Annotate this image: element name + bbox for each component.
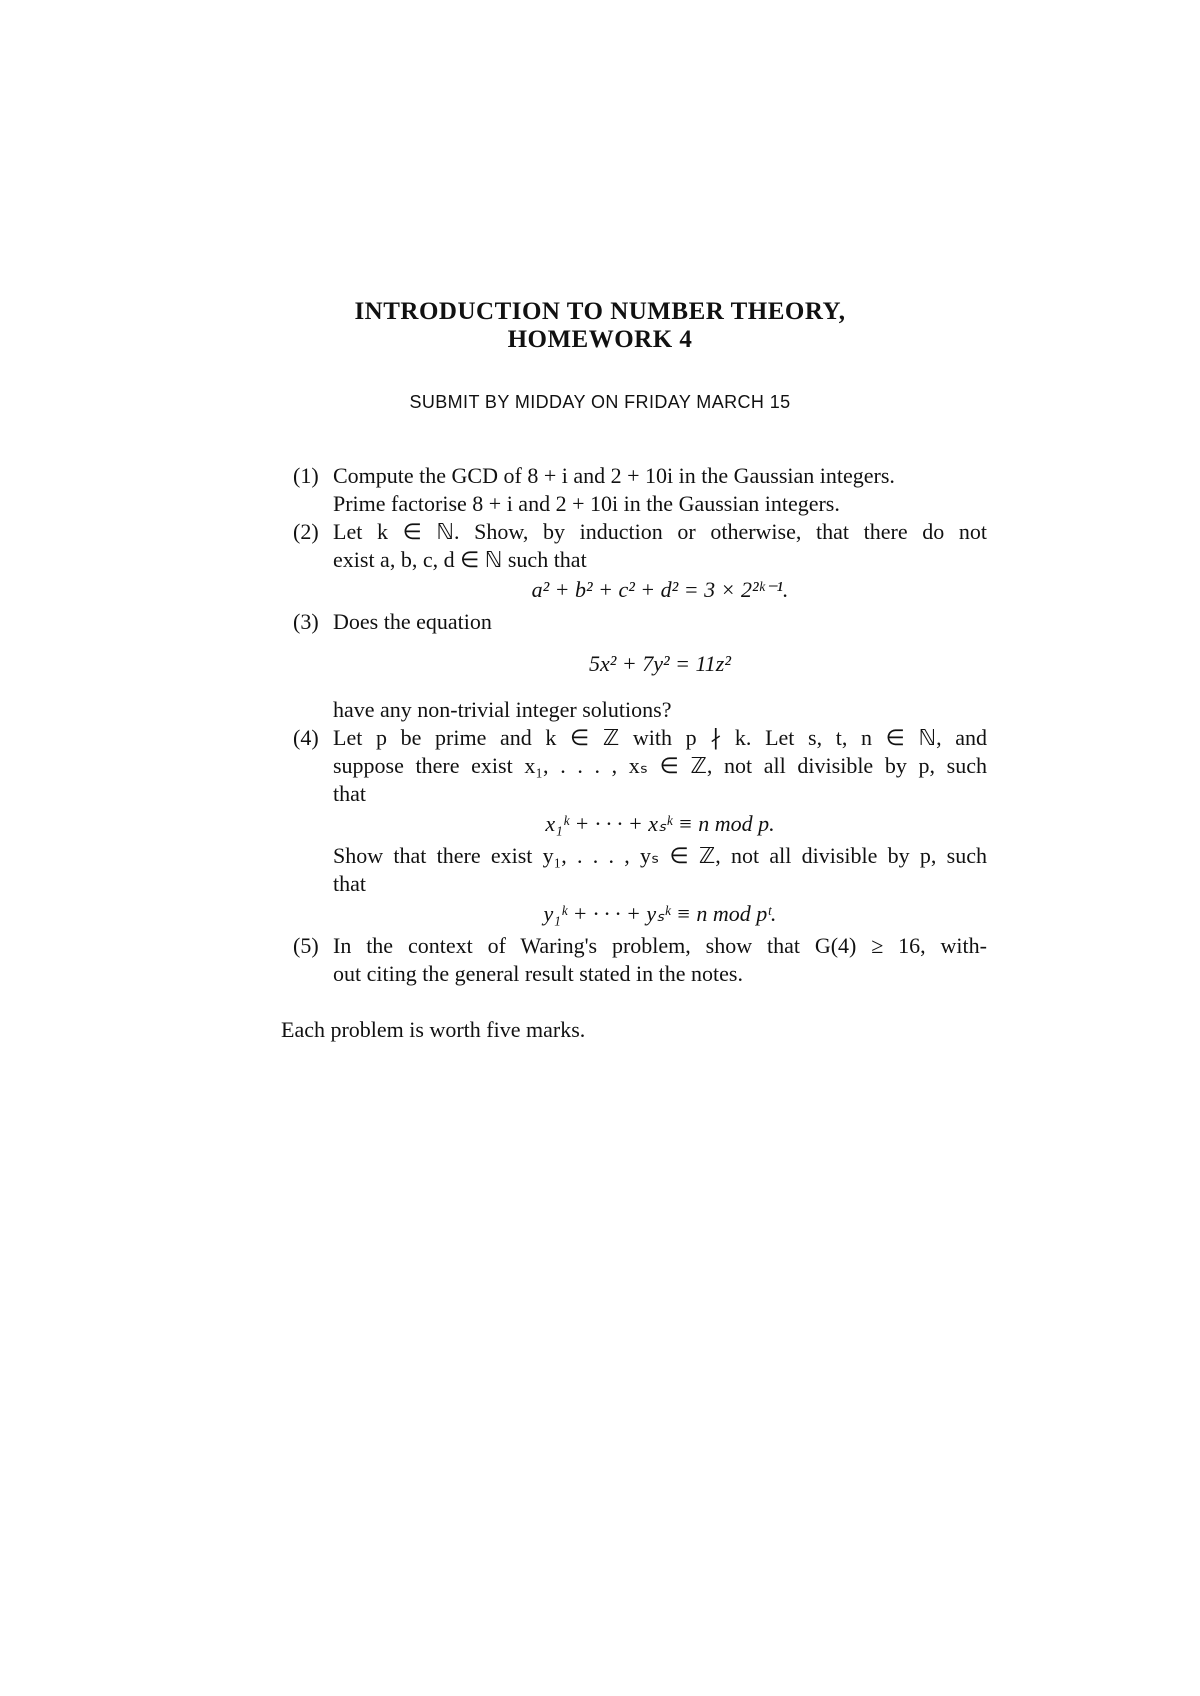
display-equation: a² + b² + c² + d² = 3 × 2²ᵏ⁻¹. — [531, 577, 789, 602]
problem-list — [293, 462, 987, 988]
problem-3 — [293, 608, 987, 724]
submission-deadline: SUBMIT BY MIDDAY ON FRIDAY MARCH 15 — [409, 392, 791, 412]
problem-text-line: suppose there exist x₁, . . . , xₛ ∈ ℤ, not all divisible by p, such — [333, 753, 987, 778]
problem-text-line: exist a, b, c, d ∈ ℕ such that — [333, 547, 587, 572]
problem-text-line: that — [333, 781, 366, 806]
display-equation: y₁ᵏ + · · · + yₛᵏ ≡ n mod pᵗ. — [543, 901, 777, 926]
problem-2 — [293, 518, 987, 604]
problem-text-line: Let k ∈ ℕ. Show, by induction or otherwise, that there do not — [333, 519, 987, 544]
problem-text-line: out citing the general result stated in the notes. — [333, 961, 743, 986]
problem-text-line: Let p be prime and k ∈ ℤ with p ∤ k. Let s, t, n ∈ ℕ, and — [333, 725, 987, 750]
problem-text-line: Prime factorise 8 + i and 2 + 10i in the Gaussian integers. — [333, 491, 840, 516]
problem-5 — [293, 932, 987, 988]
problem-text-line: Compute the GCD of 8 + i and 2 + 10i in the Gaussian integers. — [333, 463, 895, 488]
display-equation: 5x² + 7y² = 11z² — [589, 651, 731, 676]
title-line-2: HOMEWORK 4 — [507, 326, 693, 353]
problem-text-line: Show that there exist y₁, . . . , yₛ ∈ ℤ, not all divisible by p, such — [333, 843, 987, 868]
problem-text-line: that — [333, 871, 366, 896]
marking-note: Each problem is worth five marks. — [281, 1017, 586, 1042]
title-block — [0, 298, 1200, 354]
problem-text-line: Does the equation — [333, 609, 492, 634]
display-equation: x₁ᵏ + · · · + xₛᵏ ≡ n mod p. — [545, 811, 775, 836]
problem-text-line: In the context of Waring's problem, show that G(4) ≥ 16, with- — [333, 933, 987, 958]
problem-text-line: have any non-trivial integer solutions? — [333, 697, 672, 722]
problem-4 — [293, 724, 987, 928]
problem-number: (1) — [293, 463, 319, 488]
problem-number: (3) — [293, 609, 319, 634]
title-line-1: INTRODUCTION TO NUMBER THEORY, — [354, 298, 846, 325]
problem-number: (5) — [293, 933, 319, 958]
problem-1 — [293, 462, 987, 518]
problem-number: (4) — [293, 725, 319, 750]
problem-number: (2) — [293, 519, 319, 544]
